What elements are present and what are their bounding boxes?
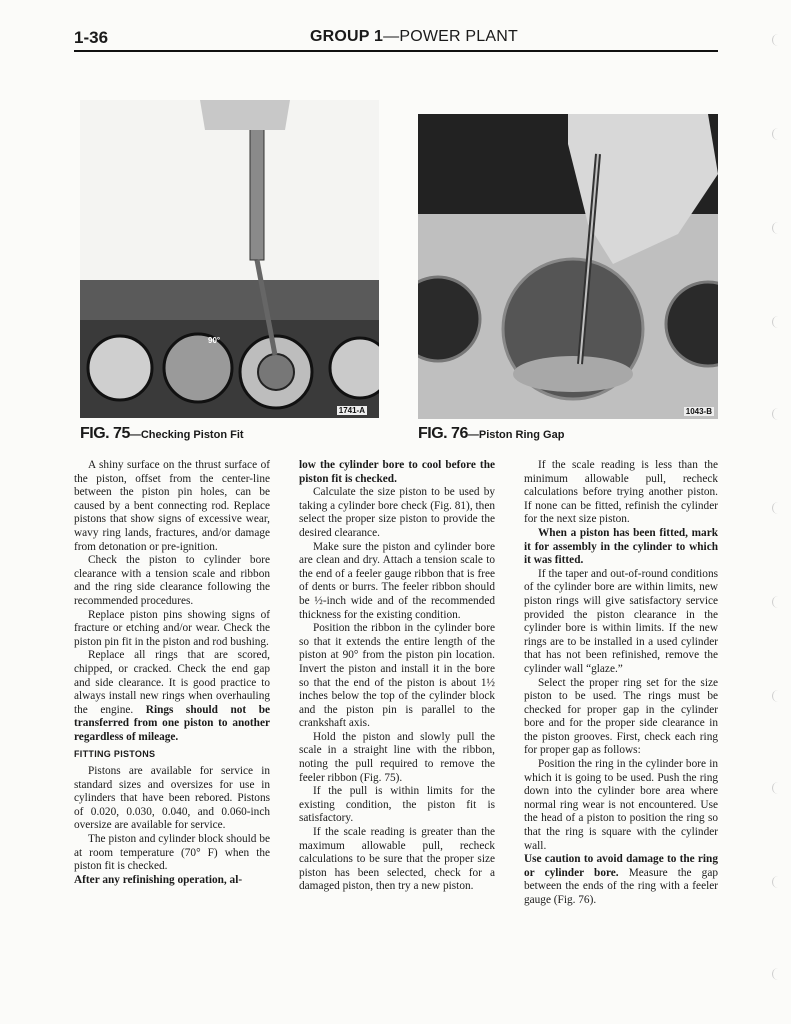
margin-mark: [772, 782, 779, 794]
group-title: [310, 28, 518, 46]
page-number: 1-36: [74, 28, 109, 47]
group-title-rest: —POWER PLANT: [383, 28, 519, 45]
group-title-bold: GROUP 1: [310, 28, 384, 45]
paragraph: Select the proper ring set for the size piston to be used. The rings must be checked for proper gap in the cylinder bore and for the proper side clearance in the piston grooves. First, check each ring for proper gap as follows:: [524, 676, 718, 757]
paragraph: If the pull is within limits for the existing condition, the piston fit is satisfactory.: [299, 785, 495, 825]
margin-mark: [772, 502, 779, 514]
margin-mark: [772, 316, 779, 328]
paragraph: Calculate the size piston to be used by taking a cylinder bore check (Fig. 81), then select the proper size piston to provide the desired clearance.: [299, 486, 495, 539]
margin-mark: [772, 596, 779, 608]
bold-warning: Rings should not be transferred from one piston to another regardless of mileage.: [74, 703, 270, 743]
paragraph: Hold the piston and slowly pull the scale in a straight line with the ribbon, noting the pull required to remove the feeler ribbon (Fig. 75).: [299, 730, 495, 784]
paragraph: If the scale reading is less than the minimum allowable pull, recheck calculations before trying another piston. If none can be fitted, refinish the cylinder for the next size piston.: [524, 459, 718, 526]
margin-mark: [772, 128, 779, 140]
photo-code-label: 1741-A: [338, 406, 365, 415]
page-header: [74, 28, 718, 50]
fig-label: FIG. 76: [418, 425, 468, 442]
fig-caption-text: —Piston Ring Gap: [467, 429, 565, 441]
paragraph: A shiny surface on the thrust surface of the piston, offset from the center-line between the piston pin holes, can be caused by a bent connecting rod. Replace pistons that show signs of excessive wear, wavy ring lands, fractures, and/or damage from detonation or pre-ignition.: [74, 459, 270, 553]
bold-warning: Use caution to avoid damage to the ring or cylinder bore.: [524, 853, 718, 879]
paragraph: If the taper and out-of-round conditions of the cylinder bore are within limits, new piston rings will give satisfactory service provided the piston clearance in the cylinder bore is within limits. If the new rings are to be installed in a used cylinder that has not been refinished, remove the cylinder wall “glaze.”: [524, 567, 718, 675]
margin-mark: [772, 34, 779, 46]
fig-75-caption: [80, 425, 244, 443]
bold-note: When a piston has been fitted, mark it for assembly in the cylinder to which it was fitted.: [524, 526, 718, 567]
margin-mark: [772, 968, 779, 980]
paragraph-text: Replace all rings that are scored, chipped, or cracked. Check the end gap and side clearance. It is good practice to always install new rings when overhauling the engine.: [74, 649, 270, 716]
bold-note: low the cylinder bore to cool before the piston fit is checked.: [299, 459, 495, 485]
margin-mark: [772, 876, 779, 888]
paragraph-text: Measure the gap between the ends of the ring with a feeler gauge (Fig. 76).: [524, 866, 718, 906]
angle-label: 90°: [208, 336, 221, 345]
paragraph: Position the ribbon in the cylinder bore so that it extends the entire length of the piston at 90° from the piston pin location. Invert the piston and install it in the bore so that the end of the piston is about 1½ inches below the top of the cylinder block and the piston pin is parallel to the crankshaft axis.: [299, 622, 495, 730]
paragraph: Pistons are available for service in standard sizes and oversizes for use in cylinders that have been rebored. Pistons of 0.020, 0.030, 0.040, and 0.060-inch oversize are available for service.: [74, 765, 270, 832]
paragraph: Check the piston to cylinder bore clearance with a tension scale and ribbon and the ring side clearance following the recommended procedures.: [74, 554, 270, 607]
paragraph: Replace piston pins showing signs of fracture or etching and/or wear. Check the piston pin fit in the piston and rod bushing.: [74, 608, 270, 648]
header-rule: [74, 50, 718, 52]
photo-code-label: 1043-B: [685, 407, 712, 416]
text-column-1: [74, 459, 270, 887]
paragraph: Make sure the piston and cylinder bore are clean and dry. Attach a tension scale to the end of a feeler gauge ribbon that is free of dents or burrs. The feeler ribbon should be ½-inch wide and of the recommended thickness for the existing condition.: [299, 540, 495, 621]
margin-mark: [772, 690, 779, 702]
bold-note: After any refinishing operation, al-: [74, 873, 243, 886]
fig-caption-text: —Checking Piston Fit: [129, 429, 244, 441]
paragraph: Position the ring in the cylinder bore in which it is going to be used. Push the ring down into the cylinder bore area where normal ring wear is not encountered. Use the head of a piston to position the ring so that the ring is square with the cylinder wall.: [524, 758, 718, 852]
fig-76-photo: [418, 114, 718, 419]
margin-mark: [772, 222, 779, 234]
paragraph: [74, 649, 270, 744]
text-column-3: [524, 459, 718, 908]
text-column-2: [299, 459, 495, 894]
fig-75-photo: [80, 100, 379, 418]
margin-mark: [772, 408, 779, 420]
fig-label: FIG. 75: [80, 425, 130, 442]
paragraph: If the scale reading is greater than the maximum allowable pull, recheck calculations to be sure that the proper size piston has been selected, check for a damaged piston, then try a new piston.: [299, 826, 495, 893]
fig-76-caption: [418, 425, 564, 443]
section-heading: FITTING PISTONS: [74, 749, 156, 760]
paragraph: [524, 853, 718, 907]
paragraph: The piston and cylinder block should be at room temperature (70° F) when the piston fit is checked.: [74, 833, 270, 873]
